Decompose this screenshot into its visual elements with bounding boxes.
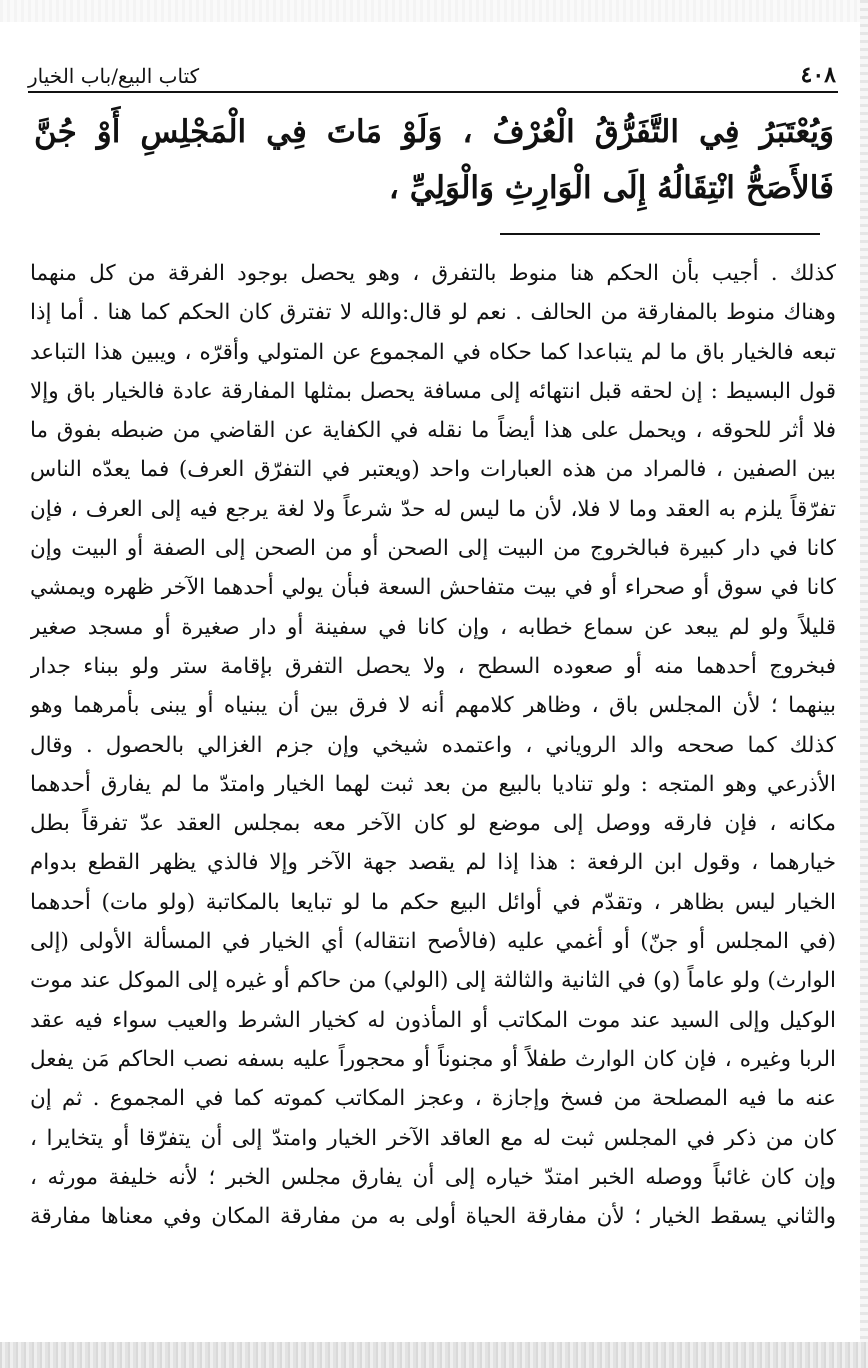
commentary-line: الربا وغيره ، فإن كان الوارث طفلاً أو مجنوناً أو محجوراً عليه بسفه نصب الحاكم مَن يفعل — [30, 1046, 836, 1072]
matn-text: وَيُعْتَبَرُ فِي التَّفَرُّقُ الْعُرْفُ ، وَلَوْ مَاتَ فِي الْمَجْلِسِ أَوْ جُنَّ فَالأَصَحُّ انْتِقَالُهُ إِلَى الْوَارِثِ وَالْوَلِيِّ ، — [34, 114, 834, 206]
header-rule — [28, 91, 838, 93]
commentary-line: فبخروج أحدهما منه أو صعوده السطح ، ولا يحصل التفرق بإقامة ستر ولو ببناء جدار — [30, 653, 836, 679]
commentary-line: الخيار ليس بظاهر ، وتقدّم في أوائل البيع حكم ما لو تبايعا بالمكاتبة (ولو مات) أحدهما — [30, 889, 836, 915]
commentary-line: مكانه ، فإن فارقه ووصل إلى موضع لو كان الآخر معه بمجلس العقد عدّ تفرقاً بطل — [30, 811, 836, 837]
commentary-line: تفرّقاً يلزم به العقد وما لا فلا، لأن ما ليس له حدّ شرعاً ولا لغة يرجع فيه إلى العرف ، فإن — [30, 496, 836, 522]
matn-separator-rule — [500, 233, 820, 235]
commentary-line: الوكيل وإلى السيد عند موت المكاتب أو المأذون له كخيار الشرط والعيب سواء فيه عقد — [30, 1007, 836, 1033]
commentary-line: قول البسيط : إن لحقه قبل انتهائه إلى مسافة يحصل بمثلها المفارقة عادة فالخيار باق وإلا — [30, 378, 836, 404]
commentary-line: بينهما ؛ لأن المجلس باق ، وظاهر كلامهم أنه لا فرق بين أن يبنياه أو يبنى بأمرهما وهو — [30, 693, 836, 719]
commentary-line: كذلك . أجيب بأن الحكم هنا منوط بالتفرق ، وهو يحصل بوجود الفرقة من كل منهما — [30, 261, 836, 286]
commentary-line: خيارهما ، وقول ابن الرفعة : هذا إذا لم يقصد جهة الآخر وإلا فالذي يظهر القطع بدوام — [30, 850, 836, 876]
commentary-line: قليلاً ولو لم يبعد عن سماع خطابه ، وإن كانا في سفينة أو دار صغيرة أو مسجد صغير — [30, 614, 836, 640]
scan-noise-right-edge — [860, 0, 868, 1368]
commentary-line: وإن كان غائباً ووصله الخبر امتدّ خياره إلى أن يفارق مجلس الخبر ؛ لأنه خليفة مورثه ، — [30, 1164, 836, 1190]
commentary-line: بين الصفين ، فالمراد من هذه العبارات واحد (ويعتبر في التفرّق العرف) فما يعدّه الناس — [30, 457, 836, 483]
commentary-line: عنه ما فيه المصلحة من فسخ وإجازة ، وعجز المكاتب كموته كما في المجموع . ثم إن — [30, 1086, 836, 1112]
commentary-line: كانا في سوق أو صحراء أو في بيت متفاحش السعة فبأن يولي أحدهما الآخر ظهره ويمشي — [30, 575, 836, 601]
page-header — [28, 48, 836, 88]
commentary-line: وهناك منوط بالمفارقة من الحالف . نعم لو قال:والله لا تفترق كان الحكم كما هنا . أما إذا — [30, 300, 836, 326]
commentary-line: تبعه فالخيار باق ما لم يتباعدا كما حكاه في المجموع عن المتولي وأقرّه ، ويبين هذا التباعد — [30, 339, 836, 365]
commentary-line: كذلك كما صححه والد الروياني ، واعتمده شيخي وإن جزم الغزالي بالحصول . وقال — [30, 732, 836, 758]
scan-noise-top — [0, 0, 868, 22]
commentary-body — [30, 254, 836, 1316]
commentary-line: (في المجلس أو جنّ) أو أغمي عليه (فالأصح انتقاله) أي الخيار في المسألة الأولى (إلى — [30, 929, 836, 955]
commentary-line: فلا أثر للحوقه ، ويحمل على هذا أيضاً ما نقله في الكفاية عن القاضي من ضبطه بفوق ما — [30, 418, 836, 444]
commentary-line: والثاني يسقط الخيار ؛ لأن مفارقة الحياة أولى به من مفارقة المكان وفي معناها مفارقة — [30, 1204, 836, 1230]
commentary-line: كانا في دار كبيرة فبالخروج من البيت إلى الصحن أو من الصحن إلى الصفة أو البيت وإن — [30, 536, 836, 562]
commentary-line: الوارث) ولو عاماً (و) في الثانية والثالثة إلى (الولي) من حاكم أو غيره إلى الموكل عند موت — [30, 968, 836, 994]
scan-noise-bottom — [0, 1342, 868, 1368]
commentary-line: الأذرعي وهو المتجه : ولو تناديا بالبيع من بعد ثبت لهما الخيار وامتدّ ما لم يفارق أحدهما — [30, 771, 836, 797]
running-title: كتاب البيع/باب الخيار — [28, 64, 200, 88]
commentary-line: كان من ذكر في المجلس ثبت له مع العاقد الآخر الخيار وامتدّ إلى أن يتفرّقا أو يتخايرا ، — [30, 1125, 836, 1151]
page-number: ٤٠٨ — [800, 62, 836, 88]
